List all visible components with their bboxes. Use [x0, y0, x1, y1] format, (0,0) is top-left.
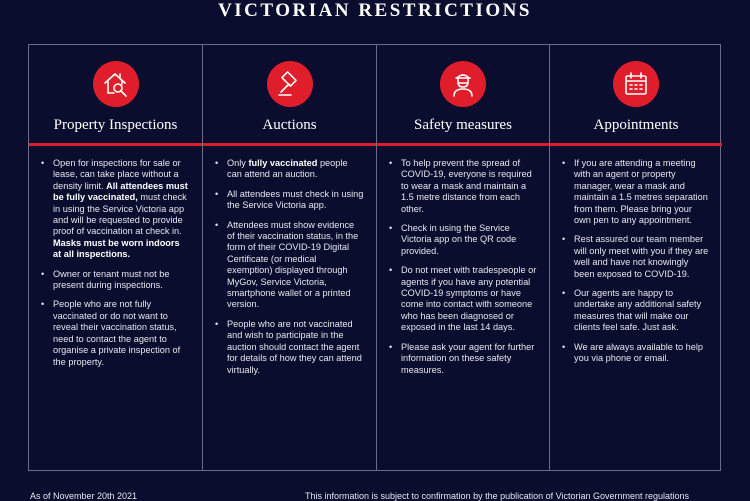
bullet-text: Only	[227, 158, 249, 168]
divider	[203, 143, 376, 146]
bullet-list	[29, 158, 202, 376]
divider	[550, 143, 722, 146]
column-title: Safety measures	[414, 117, 512, 133]
divider	[29, 143, 202, 146]
house-search-icon	[93, 61, 139, 107]
column-property-inspections	[29, 45, 202, 470]
bullet-text: Open for inspections for sale or lease, can take place without a density limit.	[53, 158, 181, 191]
bullet-list	[550, 158, 722, 373]
bullet-item	[53, 158, 190, 261]
bullet-text: To help prevent the spread of COVID-19, everyone is required to wear a mask and maintain a 1.5 metre distance from each other.	[401, 158, 532, 214]
bullet-item	[227, 220, 364, 311]
column-appointments	[549, 45, 722, 470]
bullet-item	[227, 158, 364, 181]
bullet-item	[574, 234, 710, 280]
bullet-text: People who are not fully vaccinated or do not want to reveal their vaccination status, need to contact the agent to organise a private inspection of the property.	[53, 299, 181, 367]
bullet-list	[377, 158, 549, 384]
calendar-icon	[613, 61, 659, 107]
footer-disclaimer: This information is subject to confirmation by the publication of Victorian Government regulations	[305, 491, 690, 501]
bullet-text: Attendees must show evidence of their vaccination status, in the form of their COVID-19 Digital Certificate (or medical exemption) displayed through MyGov, Service Victoria, smartphone wallet or a printed version.	[227, 219, 359, 310]
column-safety-measures	[376, 45, 549, 470]
bullet-text: Rest assured our team member will only meet with you if they are well and have not knowingly been exposed to COVID-19.	[574, 234, 709, 279]
bullet-item	[53, 269, 190, 292]
bullet-item	[401, 158, 537, 215]
column-title: Property Inspections	[53, 117, 178, 133]
bullet-item	[53, 299, 190, 367]
column-header	[203, 45, 376, 145]
bullet-text: If you are attending a meeting with an agent or property manager, wear a mask and maintain a 1.5 metres separation from them. Please bring your own pen to any appointment.	[574, 158, 708, 226]
bullet-text: people can attend an auction.	[227, 158, 348, 180]
bullet-text: Do not meet with tradespeople or agents if you have any potential COVID-19 symptoms or have come into contact with someone who has been diagnosed or exposed in the last 14 days.	[401, 265, 537, 333]
page-title: VICTORIAN RESTRICTIONS	[218, 0, 532, 21]
bullet-item	[401, 223, 537, 257]
bullet-text: Check in using the Service Victoria app on the QR code provided.	[401, 223, 517, 256]
divider	[377, 143, 549, 146]
bullet-text: Owner or tenant must not be present during inspections.	[53, 268, 170, 291]
bullet-text: Please ask your agent for further information on these safety measures.	[401, 341, 535, 375]
column-header	[377, 45, 549, 145]
bullet-item	[574, 288, 710, 334]
bullet-item	[574, 342, 710, 365]
bullet-text: We are always available to help you via phone or email.	[574, 341, 704, 364]
bullet-text: All attendees must check in using the Service Victoria app.	[227, 188, 364, 211]
column-title: Auctions	[262, 117, 317, 133]
column-auctions	[202, 45, 376, 470]
bullet-item	[401, 265, 537, 333]
bullet-text-bold: Masks must be worn indoors at all inspections.	[53, 237, 180, 260]
bullet-item	[227, 189, 364, 212]
bullet-item	[401, 342, 537, 376]
bullet-text-bold: fully vaccinated	[248, 158, 318, 168]
bullet-text: must check in using the Service Victoria app and will be requested to provide proof of vaccination at check in.	[53, 192, 187, 237]
restrictions-panel	[28, 44, 721, 471]
gavel-icon	[267, 61, 313, 107]
footer-date: As of November 20th 2021	[30, 491, 138, 501]
bullet-text-bold: All attendees must be fully vaccinated,	[53, 180, 188, 203]
bullet-list	[203, 158, 376, 384]
bullet-item	[227, 319, 364, 376]
bullet-text: Our agents are happy to undertake any additional safety measures that will make our clients feel safe. Just ask.	[574, 288, 702, 333]
column-title: Appointments	[593, 117, 679, 133]
column-header	[29, 45, 202, 145]
masked-person-icon	[440, 61, 486, 107]
bullet-item	[574, 158, 710, 226]
bullet-text: People who are not vaccinated and wish to participate in the auction should contact the agent for details of how they can attend virtually.	[227, 318, 362, 375]
column-header	[550, 45, 722, 145]
